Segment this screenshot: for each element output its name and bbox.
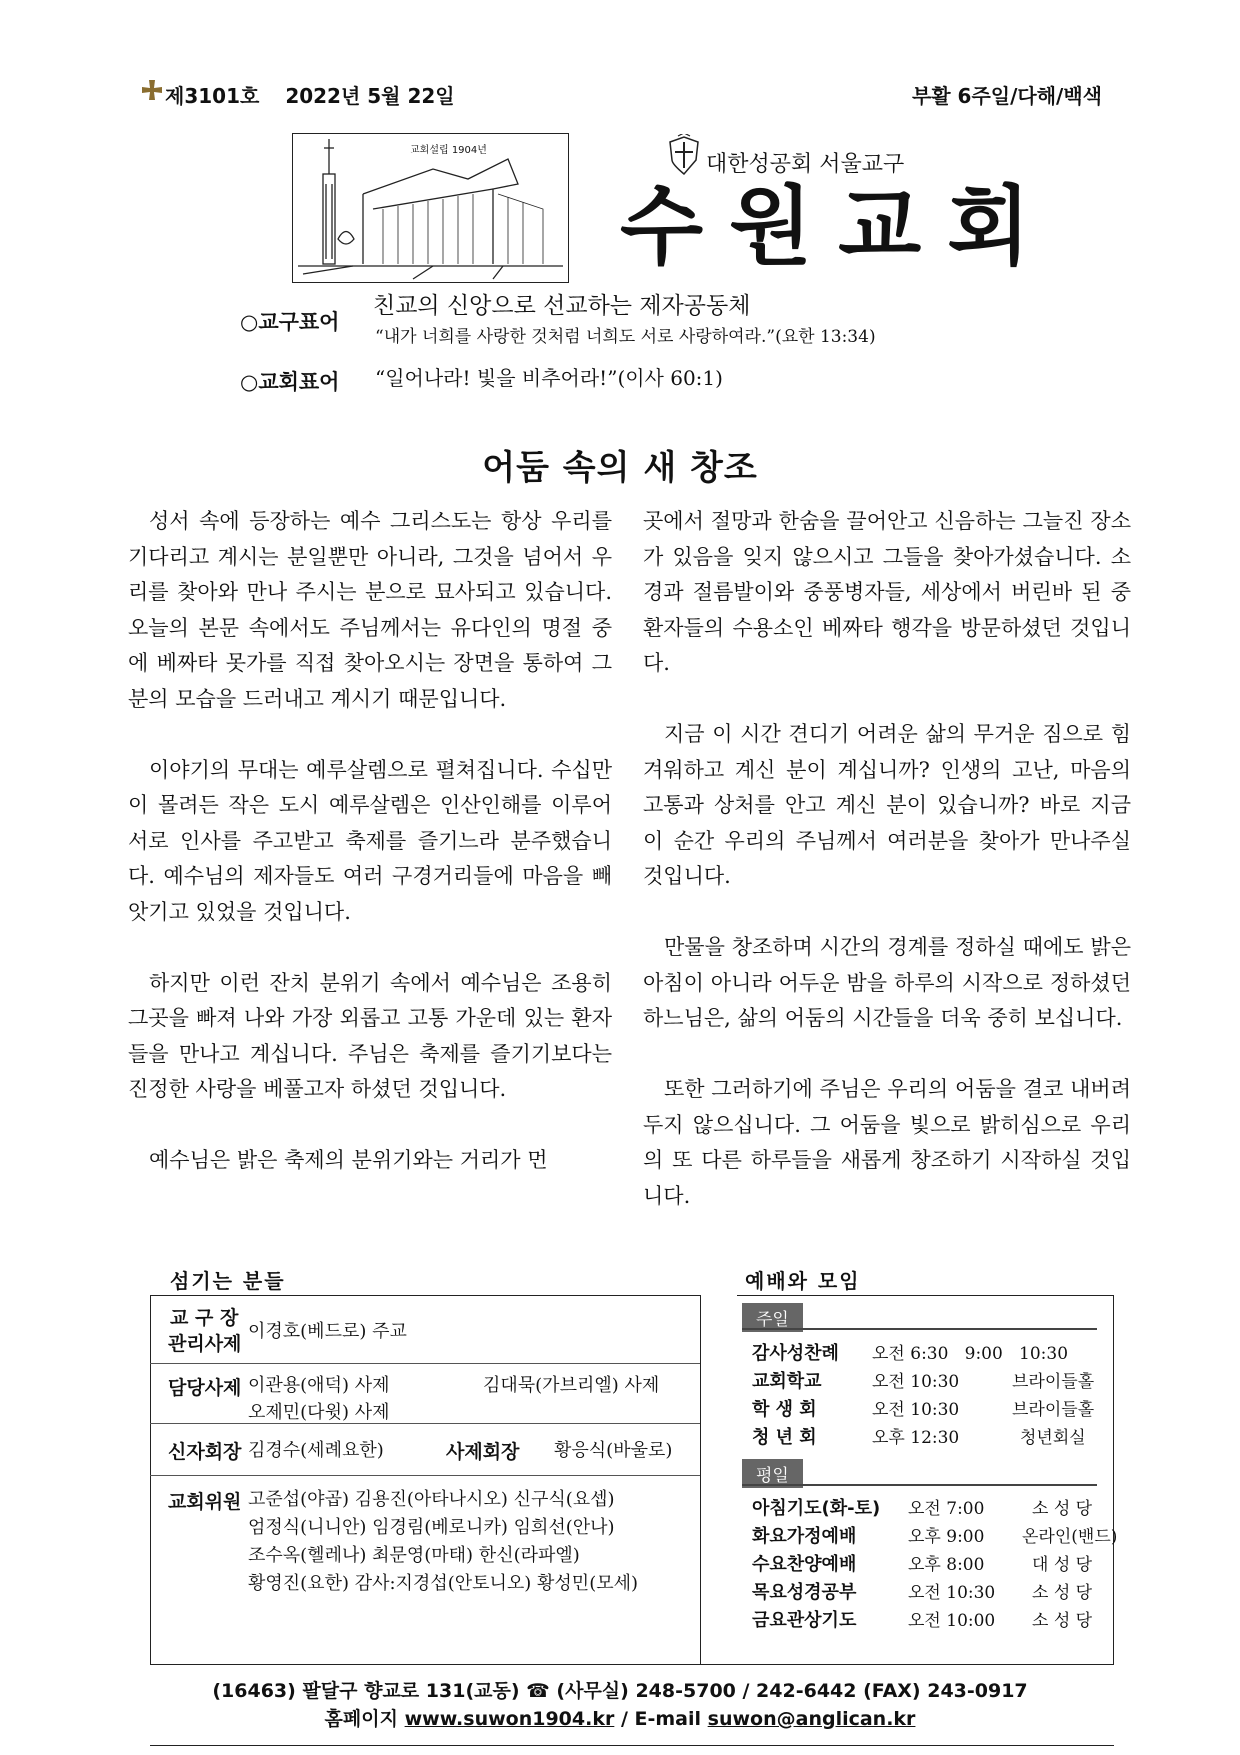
email-link[interactable]: suwon@anglican.kr — [707, 1708, 916, 1730]
paragraph: 지금 이 시간 견디기 어려운 삶의 무거운 짐으로 힘겨워하고 계신 분이 계십니까? 인생의 고난, 마음의 고통과 상처를 안고 계신 분이 있습니까? 바로 지금 이 순간 우리의 주님께서 여러분을 찾아가 만나주실 것입니다. — [643, 722, 1131, 888]
service-name: 목요성경공부 — [752, 1582, 857, 1603]
diocese-motto: 친교의 신앙으로 선교하는 제자공동체 — [373, 293, 751, 319]
divider — [150, 1745, 1114, 1746]
paragraph: 이야기의 무대는 예루살렘으로 펼쳐집니다. 수십만이 몰려든 작은 도시 예루살렘은 인산인해를 이루어 서로 인사를 주고받고 축제를 즐기느라 분주했습니다. 예수님의 제자들도 여러 구경거리들에 마음을 빼앗기고 있었을 것입니다. — [128, 757, 612, 924]
parish-motto-label: ○교회표어 — [240, 370, 340, 394]
priest-president-label: 사제회장 — [446, 1441, 520, 1463]
paragraph: 성서 속에 등장하는 예수 그리스도는 항상 우리를 기다리고 계시는 분일뿐만 아니라, 그것을 넘어서 우리를 찾아와 만나 주시는 분으로 묘사되고 있습니다. 오늘의 본문 속에서도 주님께서는 유다인의 명절 중에 베짜타 못가를 직접 찾아오시는 장면을 통하여 그분의 모습을 드러내고 계시기 때문입니다. — [128, 509, 612, 711]
servers-row-presidents — [150, 1423, 700, 1476]
diocese-motto-label: ○교구표어 — [240, 310, 340, 334]
servers-row-council — [150, 1475, 700, 1664]
divider — [737, 1295, 1114, 1296]
service-place: 브라이들홀 — [1012, 1372, 1095, 1392]
paragraph: 곳에서 절망과 한숨을 끌어안고 신음하는 그늘진 장소가 있음을 잊지 않으시고 그들을 찾아가셨습니다. 소경과 절름발이와 중풍병자들, 세상에서 버린바 된 중환자들의 수용소인 베짜타 행각을 방문하셨던 것입니다. — [643, 509, 1131, 675]
council-members: 조수옥(헬레나) 최문영(마태) 한신(라파엘) — [248, 1545, 580, 1566]
service-time: 오후 12:30 — [872, 1428, 960, 1448]
divider — [742, 1328, 1097, 1330]
paragraph: 만물을 창조하며 시간의 경계를 정하실 때에도 밝은 아침이 아니라 어두운 밤을 하루의 시작으로 정하셨던 하느님은, 삶의 어둠의 시간들을 더욱 중히 보십니다. — [643, 935, 1131, 1030]
service-name: 수요찬양예배 — [752, 1554, 857, 1575]
service-name: 화요가정예배 — [752, 1526, 857, 1547]
paragraph: 하지만 이런 잔치 분위기 속에서 예수님은 조용히 그곳을 빠져 나와 가장 외롭고 고통 가운데 있는 환자들을 만나고 계십니다. 주님은 축제를 즐기기보다는 진정한 사랑을 베풀고자 하셨던 것입니다. — [128, 970, 612, 1101]
servers-row-priests — [150, 1363, 700, 1424]
priest-president-name: 황응식(바울로) — [554, 1440, 673, 1461]
council-members: 황영진(요한) 감사:지경섭(안토니오) 황성민(모세) — [248, 1573, 639, 1594]
church-building-icon — [293, 134, 567, 281]
liturgical-season: 부활 6주일/다해/백색 — [911, 84, 1102, 108]
priest-name: 오제민(다윗) 사제 — [248, 1402, 390, 1423]
service-time: 오후 9:00 — [908, 1527, 985, 1547]
admin-priest-label: 관리사제 — [168, 1333, 242, 1355]
service-place: 청년회실 — [1020, 1428, 1086, 1448]
issue-line — [165, 80, 481, 109]
sermon-column-right — [643, 504, 1131, 1250]
divider — [700, 1295, 701, 1665]
worship-section-title: 예배와 모임 — [745, 1269, 861, 1293]
priest-name: 이관용(애덕) 사제 — [248, 1375, 390, 1396]
sermon-column-left — [128, 504, 612, 1214]
diocese-shield-icon — [666, 134, 702, 176]
diocese-name: 대한성공회 서울교구 — [706, 152, 905, 177]
priest-name: 김대묵(가브리엘) 사제 — [483, 1375, 660, 1396]
paragraph: 또한 그러하기에 주님은 우리의 어둠을 결코 내버려두지 않으십니다. 그 어둠을 빛으로 밝히심으로 우리의 또 다른 하루들을 새롭게 창조하기 시작하실 것입니다. — [643, 1077, 1131, 1208]
sermon-title: 어둠 속의 새 창조 — [482, 448, 758, 488]
church-name: 수원교회 — [620, 176, 1057, 277]
service-name: 금요관상기도 — [752, 1610, 857, 1631]
service-time: 오전 10:30 — [872, 1400, 960, 1420]
cross-icon — [138, 78, 166, 106]
service-time: 오전 7:00 — [908, 1499, 985, 1519]
weekday-tag: 평일 — [742, 1459, 803, 1488]
bishop-label: 교 구 장 — [170, 1307, 239, 1329]
bishop-name: 이경호(베드로) 주교 — [248, 1321, 407, 1342]
church-address: (16463) 팔달구 향교로 131(교동) ☎ (사무실) 248-5700 / 242-6442 (FAX) 243-0917 — [212, 1680, 1028, 1702]
service-name: 아침기도(화-토) — [752, 1498, 881, 1519]
homepage-label: 홈페이지 — [324, 1708, 398, 1730]
church-founded-label: 교회설립 1904년 — [410, 145, 487, 156]
council-members: 고준섭(야곱) 김용진(아타나시오) 신구식(요셉) — [248, 1489, 615, 1510]
parish-motto: “일어나라! 빛을 비추어라!”(이사 60:1) — [375, 366, 723, 390]
service-time: 오전 10:00 — [908, 1611, 996, 1631]
divider — [742, 1484, 1097, 1486]
paragraph: 예수님은 밝은 축제의 분위기와는 거리가 먼 — [149, 1148, 548, 1172]
service-time: 오전 10:30 — [872, 1372, 960, 1392]
service-time: 오전 10:30 — [908, 1583, 996, 1603]
service-name: 학 생 회 — [752, 1399, 817, 1420]
service-place: 대 성 당 — [1032, 1555, 1093, 1575]
servers-row-bishop — [150, 1295, 700, 1364]
service-time: 오전 6:30 9:00 10:30 — [872, 1344, 1069, 1364]
issue-number: 제3101호 — [165, 84, 260, 108]
email-label: / E-mail — [620, 1708, 702, 1730]
service-place: 브라이들홀 — [1012, 1400, 1095, 1420]
diocese-motto-verse: “내가 너희를 사랑한 것처럼 너희도 서로 사랑하여라.”(요한 13:34) — [375, 327, 876, 347]
service-name: 교회학교 — [752, 1371, 822, 1392]
servers-section-title: 섬기는 분들 — [170, 1269, 286, 1293]
service-place: 온라인(밴드) — [1022, 1527, 1118, 1547]
service-name: 청 년 회 — [752, 1427, 817, 1448]
service-place: 소 성 당 — [1032, 1499, 1093, 1519]
council-label: 교회위원 — [168, 1491, 242, 1513]
divider — [150, 1664, 1114, 1665]
service-name: 감사성찬례 — [752, 1343, 839, 1364]
council-members: 엄정식(니니안) 임경림(베로니카) 임희선(안나) — [248, 1517, 615, 1538]
service-place: 소 성 당 — [1032, 1583, 1093, 1603]
service-place: 소 성 당 — [1032, 1611, 1093, 1631]
sunday-tag: 주일 — [742, 1303, 803, 1332]
priest-label: 담당사제 — [168, 1377, 242, 1399]
contact-line — [0, 1704, 1240, 1731]
lay-president-label: 신자회장 — [168, 1441, 242, 1463]
lay-president-name: 김경수(세례요한) — [248, 1440, 384, 1461]
issue-date: 2022년 5월 22일 — [285, 84, 455, 108]
homepage-link[interactable]: www.suwon1904.kr — [404, 1708, 615, 1730]
service-time: 오후 8:00 — [908, 1555, 985, 1575]
